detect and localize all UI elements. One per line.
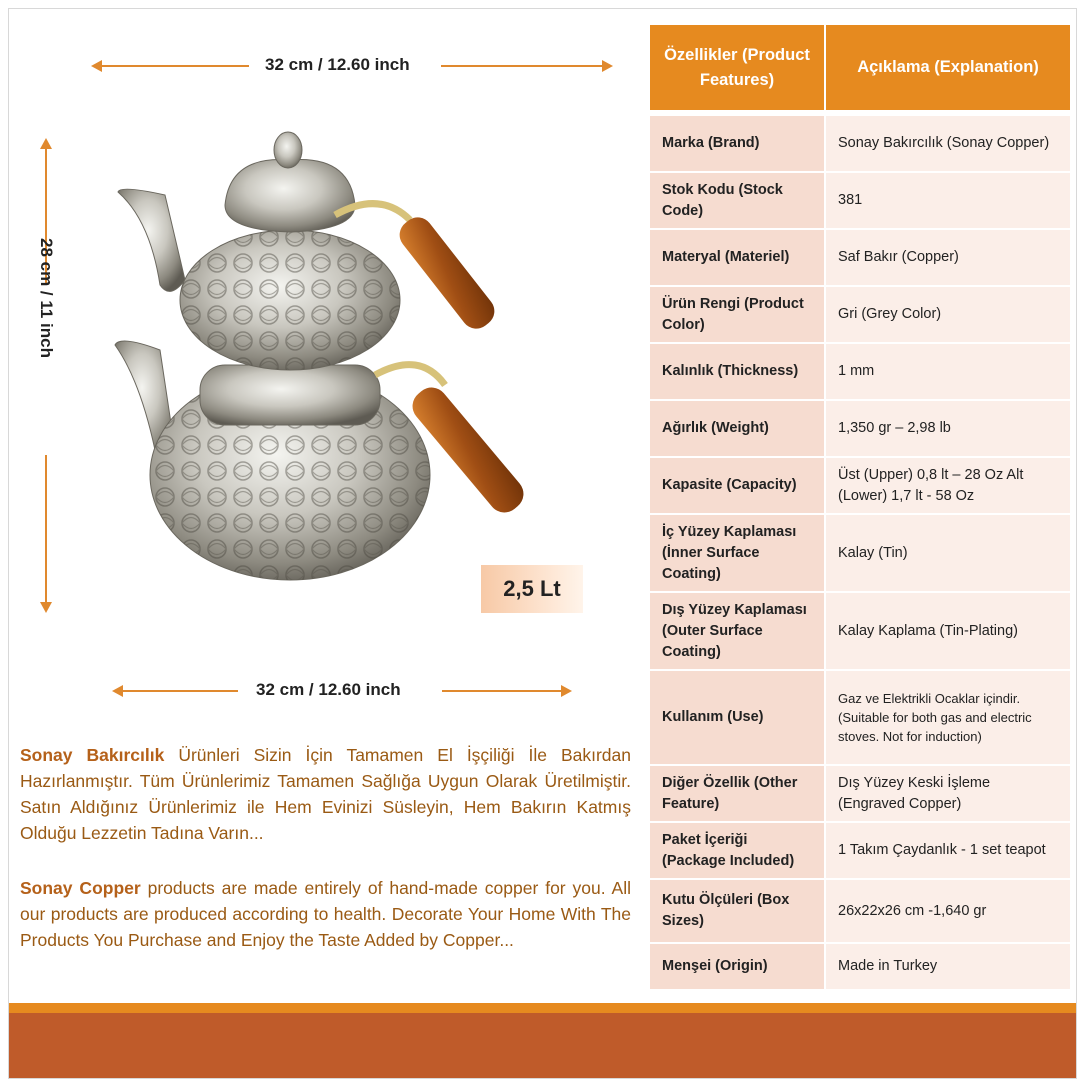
arrow-right-icon bbox=[602, 60, 613, 72]
table-row bbox=[650, 766, 1070, 821]
description-turkish bbox=[20, 742, 631, 846]
row-value: 26x22x26 cm -1,640 gr bbox=[826, 880, 1070, 942]
row-key: Ağırlık (Weight) bbox=[650, 401, 824, 456]
row-value: Kalay (Tin) bbox=[826, 515, 1070, 591]
description-en-text: products are made entirely of hand-made copper for you. All our products are produced according to health. Decorate Your Home With The Products You Purchase and Enjoy the Taste Added by Copper... bbox=[20, 878, 631, 950]
capacity-badge: 2,5 Lt bbox=[481, 565, 583, 613]
description-tr-text: Ürünleri Sizin İçin Tamamen El İşçiliği İle Bakırdan Hazırlanmıştır. Tüm Ürünlerimiz Tamamen Sağlığa Uygun Olarak Üretilmiştir. Satın Aldığınız Ürünlerimiz ile Hem Evinizi Süsleyin, Hem Bakırın Katmış Olduğu Lezzetin Tadına Varın... bbox=[20, 745, 631, 843]
table-row bbox=[650, 823, 1070, 878]
row-key: Menşei (Origin) bbox=[650, 944, 824, 989]
row-key: Kalınlık (Thickness) bbox=[650, 344, 824, 399]
row-key: Kullanım (Use) bbox=[650, 671, 824, 764]
row-value: 1 mm bbox=[826, 344, 1070, 399]
top-width-label: 32 cm / 12.60 inch bbox=[265, 55, 410, 74]
table-row bbox=[650, 344, 1070, 399]
row-value: Dış Yüzey Keski İşleme (Engraved Copper) bbox=[826, 766, 1070, 821]
row-key: Materyal (Materiel) bbox=[650, 230, 824, 285]
header-feature: Özellikler (Product Features) bbox=[650, 25, 824, 110]
top-width-dimension bbox=[91, 56, 613, 76]
row-value: Saf Bakır (Copper) bbox=[826, 230, 1070, 285]
table-header-row bbox=[650, 25, 1070, 110]
row-key: İç Yüzey Kaplaması (İnner Surface Coating) bbox=[650, 515, 824, 591]
description-english bbox=[20, 875, 631, 953]
row-key: Ürün Rengi (Product Color) bbox=[650, 287, 824, 342]
row-key: Stok Kodu (Stock Code) bbox=[650, 173, 824, 228]
height-label: 28 cm / 11 inch bbox=[37, 237, 56, 358]
row-value: Üst (Upper) 0,8 lt – 28 Oz Alt (Lower) 1,7 lt - 58 Oz bbox=[826, 458, 1070, 513]
brand-name-tr: Sonay Bakırcılık bbox=[20, 745, 165, 765]
row-key: Dış Yüzey Kaplaması (Outer Surface Coating) bbox=[650, 593, 824, 669]
table-row bbox=[650, 671, 1070, 764]
row-key: Paket İçeriği (Package Included) bbox=[650, 823, 824, 878]
table-row bbox=[650, 116, 1070, 171]
table-row bbox=[650, 458, 1070, 513]
table-row bbox=[650, 515, 1070, 591]
bottom-width-label: 32 cm / 12.60 inch bbox=[256, 680, 401, 699]
table-row bbox=[650, 944, 1070, 989]
brand-name-en: Sonay Copper bbox=[20, 878, 141, 898]
row-key: Kutu Ölçüleri (Box Sizes) bbox=[650, 880, 824, 942]
height-dimension bbox=[36, 138, 56, 613]
row-value: 1 Takım Çaydanlık - 1 set teapot bbox=[826, 823, 1070, 878]
row-value: Sonay Bakırcılık (Sonay Copper) bbox=[826, 116, 1070, 171]
teapot-image bbox=[100, 120, 600, 590]
arrow-right-icon bbox=[561, 685, 572, 697]
table-row bbox=[650, 173, 1070, 228]
row-value: 381 bbox=[826, 173, 1070, 228]
table-row bbox=[650, 593, 1070, 669]
table-row bbox=[650, 401, 1070, 456]
table-row bbox=[650, 880, 1070, 942]
spec-table bbox=[648, 23, 1072, 991]
table-row bbox=[650, 230, 1070, 285]
row-value: 1,350 gr – 2,98 lb bbox=[826, 401, 1070, 456]
row-value: Made in Turkey bbox=[826, 944, 1070, 989]
footer-bar bbox=[9, 1013, 1076, 1078]
row-value: Gaz ve Elektrikli Ocaklar içindir. (Suitable for both gas and electric stoves. Not for induction) bbox=[826, 671, 1070, 764]
header-explanation: Açıklama (Explanation) bbox=[826, 25, 1070, 110]
arrow-down-icon bbox=[40, 602, 52, 613]
row-key: Diğer Özellik (Other Feature) bbox=[650, 766, 824, 821]
row-key: Marka (Brand) bbox=[650, 116, 824, 171]
row-value: Kalay Kaplama (Tin-Plating) bbox=[826, 593, 1070, 669]
row-key: Kapasite (Capacity) bbox=[650, 458, 824, 513]
footer-accent-bar bbox=[9, 1003, 1076, 1013]
bottom-width-dimension bbox=[112, 681, 572, 701]
row-value: Gri (Grey Color) bbox=[826, 287, 1070, 342]
table-row bbox=[650, 287, 1070, 342]
